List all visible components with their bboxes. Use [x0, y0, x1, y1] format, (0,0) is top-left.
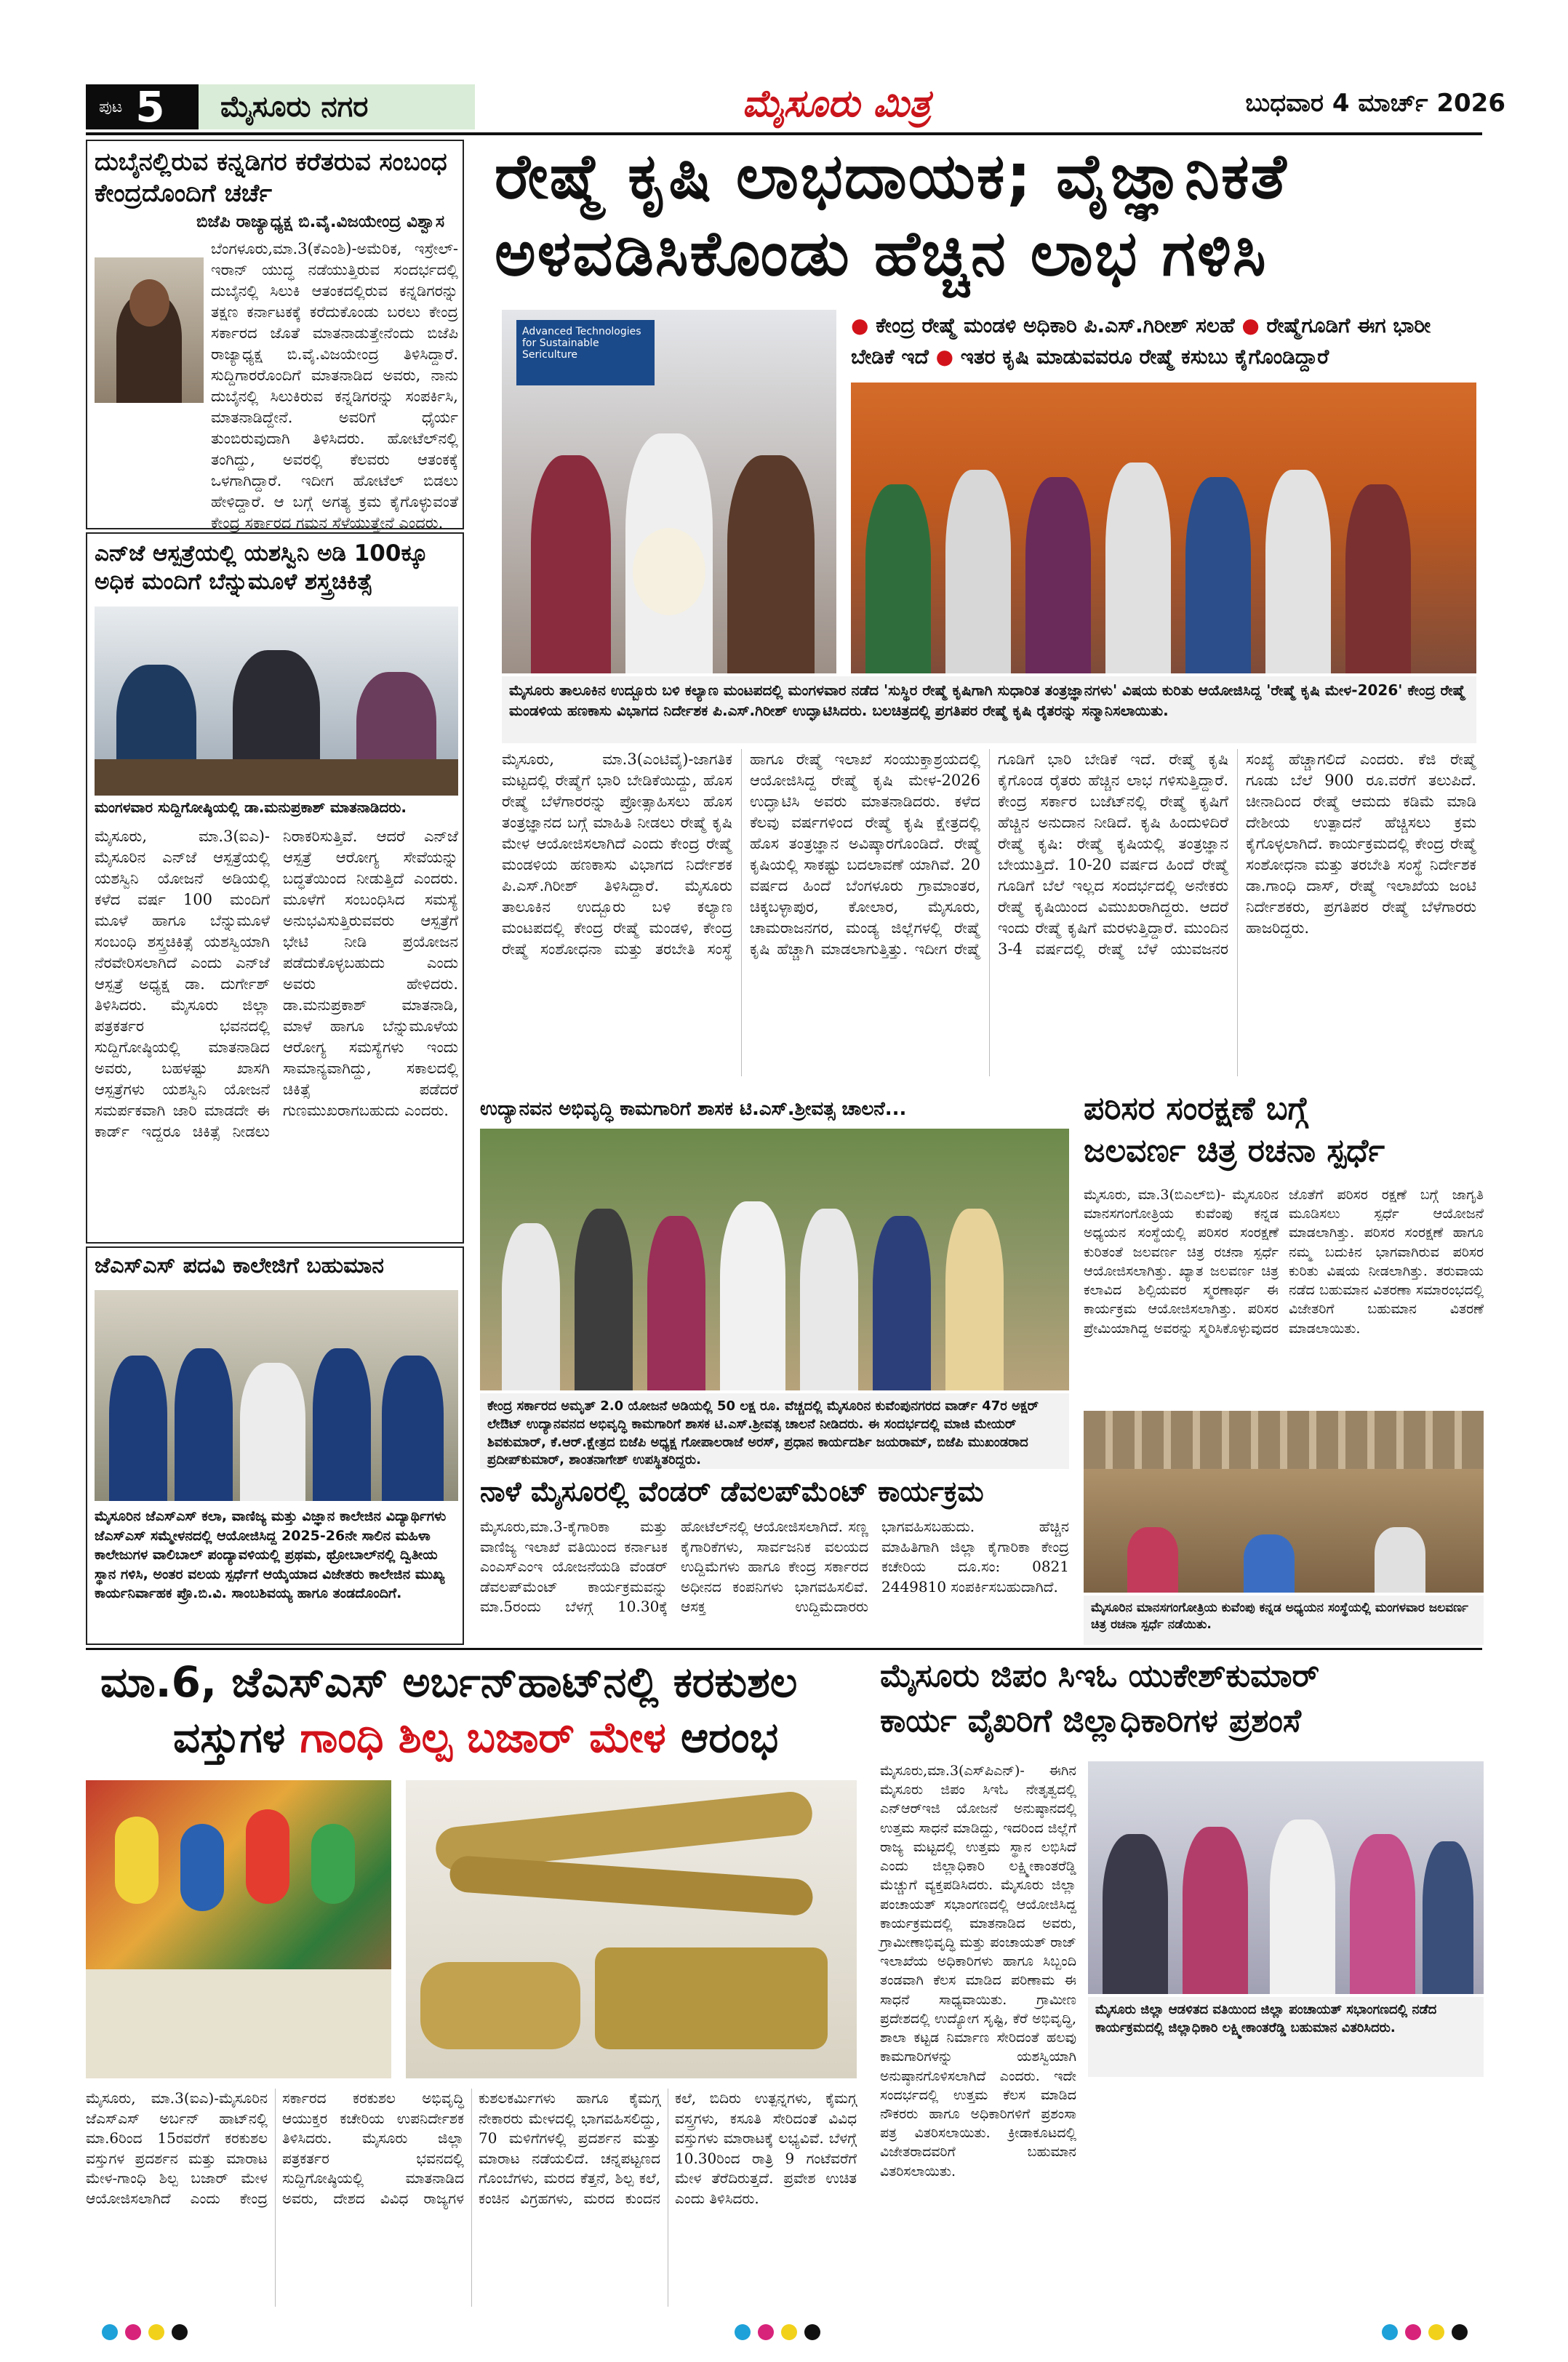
story-park-development — [480, 1098, 1069, 1469]
headline-line2-prefix: ವಸ್ತುಗಳ — [173, 1713, 300, 1762]
story-dubai-kannadigas — [86, 140, 464, 532]
story-headline: ಜೆಎಸ್‌ಎಸ್ ಪದವಿ ಕಾಲೇಜಿಗೆ ಬಹುಮಾನ — [95, 1253, 384, 1278]
registration-mark-cyan — [102, 2324, 118, 2340]
lead-bullet-1: ಕೇಂದ್ರ ರೇಷ್ಮೆ ಮಂಡಳಿ ಅಧಿಕಾರಿ ಪಿ.ಎಸ್.ಗಿರೀಶ್ ಸಲಹೆ — [876, 313, 1235, 337]
registration-mark-black — [804, 2324, 820, 2340]
story-headline: ಎನ್‌ಜೆ ಆಸ್ಪತ್ರೆಯಲ್ಲಿ ಯಶಸ್ವಿನಿ ಅಡಿ 100ಕ್ಕೂ ಅಧಿಕ ಮಂದಿಗೆ ಬೆನ್ನುಮೂಳೆ ಶಸ್ತ್ರಚಿಕಿತ್ಸೆ — [95, 540, 428, 595]
lead-bullets: ● ಕೇಂದ್ರ ರೇಷ್ಮೆ ಮಂಡಳಿ ಅಧಿಕಾರಿ ಪಿ.ಎಸ್.ಗಿರೀಶ್ ಸಲಹೆ ● ರೇಷ್ಮೆಗೂಡಿಗೆ ಈಗ ಭಾರೀ ಬೇಡಿಕೆ ಇದೆ ● ಇತರ ಕೃಷಿ ಮಾಡುವವರೂ ರೇಷ್ಮೆ ಕಸುಬು ಕೈಗೊಂಡಿದ್ದಾರೆ — [851, 313, 1431, 369]
story-jss-college — [86, 1246, 464, 1645]
park-inauguration-photo — [480, 1129, 1069, 1390]
portrait-photo — [95, 257, 204, 403]
headline-line1: ಮೈಸೂರು ಜಿಪಂ ಸಿಇಓ ಯುಕೇಶ್‌ಕುಮಾರ್ — [880, 1657, 1320, 1694]
registration-mark-yellow — [148, 2324, 164, 2340]
contest-photo — [1084, 1411, 1484, 1593]
story-gandhi-shilp-bazaar — [86, 1655, 857, 2310]
story-watercolor-contest — [1084, 1091, 1484, 1645]
headline-line2: ಜಲವರ್ಣ ಚಿತ್ರ ರಚನಾ ಸ್ಪರ್ಧೆ — [1084, 1132, 1385, 1169]
story-body: ಮೈಸೂರು,ಮಾ.3-ಕೈಗಾರಿಕಾ ಮತ್ತು ವಾಣಿಜ್ಯ ಇಲಾಖೆ ವತಿಯಿಂದ ಕರ್ನಾಟಕ ಎಂಎಸ್‌ಎಂಇ ಯೋಜನೆಯಡಿ ವೆಂಡರ್ ಡೆವಲಪ್‌ಮೆಂಟ್ ಕಾರ್ಯಕ್ರಮವನ್ನು ಮಾ.5ರಂದು ಬೆಳಗ್ಗೆ 10.30ಕ್ಕೆ ಹೋಟೆಲ್‌ನಲ್ಲಿ ಆಯೋಜಿಸಲಾಗಿದೆ. ಸಣ್ಣ ಕೈಗಾರಿಕೆಗಳು, ಸಾರ್ವಜನಿಕ ವಲಯದ ಉದ್ದಿಮೆಗಳು ಹಾಗೂ ಕೇಂದ್ರ ಸರ್ಕಾರದ ಅಧೀನದ ಕಂಪನಿಗಳು ಭಾಗವಹಿಸಲಿವೆ. ಆಸಕ್ತ ಉದ್ದಿಮೆದಾರರು ಭಾಗವಹಿಸಬಹುದು. ಹೆಚ್ಚಿನ ಮಾಹಿತಿಗಾಗಿ ಜಿಲ್ಲಾ ಕೈಗಾರಿಕಾ ಕೇಂದ್ರ ಕಚೇರಿಯ ದೂ.ಸಂ: 0821 2449810 ಸಂಪರ್ಕಿಸಬಹುದಾಗಿದೆ. — [480, 1518, 1069, 1616]
story-body: ಬೆಂಗಳೂರು,ಮಾ.3(ಕೆಎಂಶಿ)-ಅಮೆರಿಕ, ಇಸ್ರೇಲ್-ಇರಾನ್ ಯುದ್ಧ ನಡೆಯುತ್ತಿರುವ ಸಂದರ್ಭದಲ್ಲಿ ದುಬೈನಲ್ಲಿ ಸಿಲುಕಿ ಆತಂಕದಲ್ಲಿರುವ ಕನ್ನಡಿಗರನ್ನು ತಕ್ಷಣ ಕರ್ನಾಟಕಕ್ಕೆ ಕರೆದುಕೊಂಡು ಬರಲು ಕೇಂದ್ರ ಸರ್ಕಾರದ ಜೊತೆ ಮಾತನಾಡುತ್ತೇನೆಂದು ಬಿಜೆಪಿ ರಾಜ್ಯಾಧ್ಯಕ್ಷ ಬಿ.ವೈ.ವಿಜಯೇಂದ್ರ ತಿಳಿಸಿದ್ದಾರೆ. ಸುದ್ದಿಗಾರರೊಂದಿಗೆ ಮಾತನಾಡಿದ ಅವರು, ನಾನು ದುಬೈನಲ್ಲಿ ಸಿಲುಕಿರುವ ಕನ್ನಡಿಗರನ್ನು ಸಂಪರ್ಕಿಸಿ, ಮಾತನಾಡಿದ್ದೇನೆ. ಅವರಿಗೆ ಧೈರ್ಯ ತುಂಬಿರುವುದಾಗಿ ತಿಳಿಸಿದರು. ಹೋಟೆಲ್‌ನಲ್ಲಿ ತಂಗಿದ್ದು, ಅವರಲ್ಲಿ ಕೆಲವರು ಆತಂಕಕ್ಕೆ ಒಳಗಾಗಿದ್ದಾರೆ. ಇದೀಗ ಹೋಟೆಲ್ ಬಿಡಲು ಹೇಳಿದ್ದಾರೆ. ಆ ಬಗ್ಗೆ ಅಗತ್ಯ ಕ್ರಮ ಕೈಗೊಳ್ಳುವಂತೆ ಕೇಂದ್ರ ಸರ್ಕಾರದ ಗಮನ ಸೆಳೆಯುತ್ತೇನೆ ಎಂದರು. — [211, 240, 458, 532]
story-headline: ದುಬೈನಲ್ಲಿರುವ ಕನ್ನಡಿಗರ ಕರೆತರುವ ಸಂಬಂಧ ಕೇಂದ್ರದೊಂದಿಗೆ ಚರ್ಚೆ — [95, 148, 447, 208]
story-intro — [880, 1761, 1076, 2179]
team-photo — [95, 1290, 458, 1501]
story-kicker: ಬಿಜೆಪಿ ರಾಜ್ಯಾಧ್ಯಕ್ಷ ಬಿ.ವೈ.ವಿಜಯೇಂದ್ರ ವಿಶ್ವಾಸ — [196, 212, 445, 231]
masthead-rule — [86, 132, 1482, 135]
headline-line2-suffix: ಆರಂಭ — [665, 1713, 779, 1762]
headline-highlight: ಗಾಂಧಿ ಶಿಲ್ಪ ಬಜಾರ್ ಮೇಳ — [300, 1713, 666, 1762]
lead-caption: ಮೈಸೂರು ತಾಲೂಕಿನ ಉದ್ಬೂರು ಬಳಿ ಕಲ್ಯಾಣ ಮಂಟಪದಲ್ಲಿ ಮಂಗಳವಾರ ನಡೆದ 'ಸುಸ್ಥಿರ ರೇಷ್ಮೆ ಕೃಷಿಗಾಗಿ ಸುಧಾರಿತ ತಂತ್ರಜ್ಞಾನಗಳು' ವಿಷಯ ಕುರಿತು ಆಯೋಜಿಸಿದ್ದ 'ರೇಷ್ಮೆ ಕೃಷಿ ಮೇಳ-2026' ಕೇಂದ್ರ ರೇಷ್ಮೆ ಮಂಡಳಿಯ ಹಣಕಾಸು ವಿಭಾಗದ ನಿರ್ದೇಶಕ ಪಿ.ಎಸ್.ಗಿರೀಶ್ ಉದ್ಘಾಟಿಸಿದರು. ಬಲಚಿತ್ರದಲ್ಲಿ ಪ್ರಗತಿಪರ ರೇಷ್ಮೆ ಕೃಷಿ ರೈತರನ್ನು ಸನ್ಮಾನಿಸಲಾಯಿತು. — [502, 676, 1476, 743]
page-chip-label: ಪುಟ — [99, 97, 123, 116]
story-body: ಮೈಸೂರು,ಮಾ.3(ಎಸ್‌ಪಿಎನ್)- ಈಗಿನ ಮೈಸೂರು ಜಿಪಂ ಸಿಇಓ ನೇತೃತ್ವದಲ್ಲಿ ಎನ್‌ಆರ್‌ಇಜಿ ಯೋಜನೆ ಅನುಷ್ಠಾನದಲ್ಲಿ ಉತ್ತಮ ಸಾಧನೆ ಮಾಡಿದ್ದು, ಇದರಿಂದ ಜಿಲ್ಲೆಗೆ ರಾಜ್ಯ ಮಟ್ಟದಲ್ಲಿ ಉತ್ತಮ ಸ್ಥಾನ ಲಭಿಸಿದೆ ಎಂದು ಜಿಲ್ಲಾಧಿಕಾರಿ ಲಕ್ಷ್ಮೀಕಾಂತರೆಡ್ಡಿ ಮೆಚ್ಚುಗೆ ವ್ಯಕ್ತಪಡಿಸಿದರು. ಮೈಸೂರು ಜಿಲ್ಲಾ ಪಂಚಾಯತ್ ಸಭಾಂಗಣದಲ್ಲಿ ಆಯೋಜಿಸಿದ್ದ ಕಾರ್ಯಕ್ರಮದಲ್ಲಿ ಮಾತನಾಡಿದ ಅವರು, ಗ್ರಾಮೀಣಾಭಿವೃದ್ಧಿ ಮತ್ತು ಪಂಚಾಯತ್ ರಾಜ್ ಇಲಾಖೆಯ ಅಧಿಕಾರಿಗಳು ಹಾಗೂ ಸಿಬ್ಬಂದಿ ತಂಡವಾಗಿ ಕೆಲಸ ಮಾಡಿದ ಪರಿಣಾಮ ಈ ಸಾಧನೆ ಸಾಧ್ಯವಾಯಿತು. ಗ್ರಾಮೀಣ ಪ್ರದೇಶದಲ್ಲಿ ಉದ್ಯೋಗ ಸೃಷ್ಟಿ, ಕೆರೆ ಅಭಿವೃದ್ಧಿ, ಶಾಲಾ ಕಟ್ಟಡ ನಿರ್ಮಾಣ ಸೇರಿದಂತೆ ಹಲವು ಕಾಮಗಾರಿಗಳನ್ನು ಯಶಸ್ವಿಯಾಗಿ ಅನುಷ್ಠಾನಗೊಳಿಸಲಾಗಿದೆ ಎಂದರು. ಇದೇ ಸಂದರ್ಭದಲ್ಲಿ ಉತ್ತಮ ಕೆಲಸ ಮಾಡಿದ ನೌಕರರು ಹಾಗೂ ಅಧಿಕಾರಿಗಳಿಗೆ ಪ್ರಶಂಸಾ ಪತ್ರ ವಿತರಿಸಲಾಯಿತು. ಕ್ರೀಡಾಕೂಟದಲ್ಲಿ ವಿಜೇತರಾದವರಿಗೆ ಬಹುಮಾನ ವಿತರಿಸಲಾಯಿತು. — [880, 1763, 1076, 2179]
lead-headline-line1: ರೇಷ್ಮೆ ಕೃಷಿ ಲಾಭದಾಯಕ; ವೈಜ್ಞಾನಿಕತೆ — [495, 140, 1288, 213]
lead-bullet-2: ರೇಷ್ಮೆಗೂಡಿಗೆ ಈಗ ಭಾರೀ ಬೇಡಿಕೆ ಇದೆ — [851, 313, 1431, 369]
headline-line1: ಮಾ.6, ಜೆಎಸ್‌ಎಸ್ ಅರ್ಬನ್‌ಹಾಟ್‌ನಲ್ಲಿ ಕರಕುಶಲ — [100, 1657, 798, 1707]
headline-line2: ಕಾರ್ಯ ವೈಖರಿಗೆ ಜಿಲ್ಲಾಧಿಕಾರಿಗಳ ಪ್ರಶಂಸೆ — [880, 1702, 1302, 1740]
registration-mark-cyan — [1382, 2324, 1398, 2340]
headline-line1: ಪರಿಸರ ಸಂರಕ್ಷಣೆ ಬಗ್ಗೆ — [1084, 1090, 1308, 1127]
award-caption: ಮೈಸೂರು ಜಿಲ್ಲಾ ಆಡಳಿತದ ವತಿಯಿಂದ ಜಿಲ್ಲಾ ಪಂಚಾಯತ್ ಸಭಾಂಗಣದಲ್ಲಿ ನಡೆದ ಕಾರ್ಯಕ್ರಮದಲ್ಲಿ ಜಿಲ್ಲಾಧಿಕಾರಿ ಲಕ್ಷ್ಮೀಕಾಂತರೆಡ್ಡಿ ಬಹುಮಾನ ವಿತರಿಸಿದರು. — [1088, 1997, 1484, 2077]
banner-text: Advanced Technologies for Sustainable Sericulture — [522, 326, 641, 361]
felicitation-photo — [851, 383, 1476, 673]
story-zp-ceo-praise — [873, 1655, 1484, 2310]
section-title: ಮೈಸೂರು ನಗರ — [199, 84, 475, 129]
registration-mark-black — [172, 2324, 188, 2340]
story-body: ಮೈಸೂರು, ಮಾ.3(ಬಿಎಲ್‌ಬಿ)- ಮೈಸೂರಿನ ಮಾನಸಗಂಗೋತ್ರಿಯ ಕುವೆಂಪು ಕನ್ನಡ ಅಧ್ಯಯನ ಸಂಸ್ಥೆಯಲ್ಲಿ ಪರಿಸರ ಸಂರಕ್ಷಣೆ ಕುರಿತಂತೆ ಜಲವರ್ಣ ಚಿತ್ರ ರಚನಾ ಸ್ಪರ್ಧೆ ಆಯೋಜಿಸಲಾಗಿತ್ತು. ಖ್ಯಾತ ಜಲವರ್ಣ ಚಿತ್ರ ಕಲಾವಿದ ಶಿಲ್ಪಿಯವರ ಸ್ಮರಣಾರ್ಥ ಈ ಕಾರ್ಯಕ್ರಮ ಆಯೋಜಿಸಲಾಗಿತ್ತು. ಪರಿಸರ ಪ್ರೇಮಿಯಾಗಿದ್ದ ಅವರನ್ನು ಸ್ಮರಿಸಿಕೊಳ್ಳುವುದರ ಜೊತೆಗೆ ಪರಿಸರ ರಕ್ಷಣೆ ಬಗ್ಗೆ ಜಾಗೃತಿ ಮೂಡಿಸಲು ಸ್ಪರ್ಧೆ ಆಯೋಜನೆ ಮಾಡಲಾಗಿತ್ತು. ಪರಿಸರ ಸಂರಕ್ಷಣೆ ಹಾಗೂ ನಮ್ಮ ಬದುಕಿನ ಭಾಗವಾಗಿರುವ ಪರಿಸರ ಕುರಿತು ವಿಷಯ ನೀಡಲಾಗಿತ್ತು. ತರುವಾಯ ನಡೆದ ಬಹುಮಾನ ವಿತರಣಾ ಸಮಾರಂಭದಲ್ಲಿ ವಿಜೇತರಿಗೆ ಬಹುಮಾನ ವಿತರಣೆ ಮಾಡಲಾಯಿತು. — [1084, 1187, 1484, 1337]
brass-artifacts-photo — [406, 1780, 857, 2078]
registration-mark-black — [1452, 2324, 1468, 2340]
lead-headline-line2: ಅಳವಡಿಸಿಕೊಂಡು ಹೆಚ್ಚಿನ ಲಾಭ ಗಳಿಸಿ — [495, 217, 1268, 290]
issue-date: ಬುಧವಾರ 4 ಮಾರ್ಚ್ 2026 — [1245, 89, 1505, 118]
photo-caption: ಮಂಗಳವಾರ ಸುದ್ದಿಗೋಷ್ಠಿಯಲ್ಲಿ ಡಾ.ಮನುಪ್ರಕಾಶ್ ಮಾತನಾಡಿದರು. — [95, 798, 407, 816]
award-photo — [1088, 1761, 1484, 1994]
registration-mark-yellow — [1428, 2324, 1444, 2340]
contest-caption: ಮೈಸೂರಿನ ಮಾನಸಗಂಗೋತ್ರಿಯ ಕುವೆಂಪು ಕನ್ನಡ ಅಧ್ಯಯನ ಸಂಸ್ಥೆಯಲ್ಲಿ ಮಂಗಳವಾರ ಜಲವರ್ಣ ಚಿತ್ರ ರಚನಾ ಸ್ಪರ್ಧೆ ನಡೆಯಿತು. — [1084, 1596, 1484, 1645]
page-number: 5 — [135, 82, 165, 132]
toys-photo — [86, 1780, 391, 2078]
page-number-chip — [86, 82, 199, 132]
lamp-lighting-photo — [502, 310, 836, 673]
lead-story — [480, 138, 1484, 1084]
story-body: ಮೈಸೂರು, ಮಾ.3(ಐಎ)-ಮೈಸೂರಿನ ಎನ್‌ಜೆ ಆಸ್ಪತ್ರೆಯಲ್ಲಿ ಯಶಸ್ವಿನಿ ಯೋಜನೆ ಅಡಿಯಲ್ಲಿ ಕಳೆದ ವರ್ಷ 100 ಮಂದಿಗೆ ಮೂಳೆ ಹಾಗೂ ಬೆನ್ನುಮೂಳೆ ಸಂಬಂಧಿ ಶಸ್ತ್ರಚಿಕಿತ್ಸೆ ಯಶಸ್ವಿಯಾಗಿ ನೆರವೇರಿಸಲಾಗಿದೆ ಎಂದು ಎನ್‌ಜೆ ಆಸ್ಪತ್ರೆ ಅಧ್ಯಕ್ಷ ಡಾ. ದುರ್ಗೇಶ್ ತಿಳಿಸಿದರು. ಮೈಸೂರು ಜಿಲ್ಲಾ ಪತ್ರಕರ್ತರ ಭವನದಲ್ಲಿ ಸುದ್ದಿಗೋಷ್ಠಿಯಲ್ಲಿ ಮಾತನಾಡಿದ ಅವರು, ಬಹಳಷ್ಟು ಖಾಸಗಿ ಆಸ್ಪತ್ರೆಗಳು ಯಶಸ್ವಿನಿ ಯೋಜನೆ ಸಮರ್ಪಕವಾಗಿ ಜಾರಿ ಮಾಡದೇ ಈ ಕಾರ್ಡ್ ಇದ್ದರೂ ಚಿಕಿತ್ಸೆ ನೀಡಲು ನಿರಾಕರಿಸುತ್ತಿವೆ. ಆದರೆ ಎನ್‌ಜೆ ಆಸ್ಪತ್ರೆ ಆರೋಗ್ಯ ಸೇವೆಯನ್ನು ಬದ್ಧತೆಯಿಂದ ನೀಡುತ್ತಿದೆ ಎಂದರು. ಮೂಳೆಗೆ ಸಂಬಂಧಿಸಿದ ಸಮಸ್ಯೆ ಅನುಭವಿಸುತ್ತಿರುವವರು ಆಸ್ಪತ್ರೆಗೆ ಭೇಟಿ ನೀಡಿ ಪ್ರಯೋಜನ ಪಡೆದುಕೊಳ್ಳಬಹುದು ಎಂದು ಅವರು ಹೇಳಿದರು. ಡಾ.ಮನುಪ್ರಕಾಶ್ ಮಾತನಾಡಿ, ಮಾಳೆ ಹಾಗೂ ಬೆನ್ನುಮೂಳೆಯ ಆರೋಗ್ಯ ಸಮಸ್ಯೆಗಳು ಇಂದು ಸಾಮಾನ್ಯವಾಗಿದ್ದು, ಸಕಾಲದಲ್ಲಿ ಚಿಕಿತ್ಸೆ ಪಡೆದರೆ ಗುಣಮುಖರಾಗಬಹುದು ಎಂದರು. — [95, 828, 458, 1140]
press-meet-photo — [95, 606, 458, 796]
story-vendor-development — [480, 1476, 1069, 1645]
event-banner — [516, 320, 655, 385]
registration-mark-cyan — [735, 2324, 751, 2340]
photo-caption: ಮೈಸೂರಿನ ಜೆಎಸ್‌ಎಸ್ ಕಲಾ, ವಾಣಿಜ್ಯ ಮತ್ತು ವಿಜ್ಞಾನ ಕಾಲೇಜಿನ ವಿದ್ಯಾರ್ಥಿಗಳು ಜೆಎಸ್‌ಎಸ್ ಸಮ್ಮೇಳನದಲ್ಲಿ ಆಯೋಜಿಸಿದ್ದ 2025-26ನೇ ಸಾಲಿನ ಮಹಿಳಾ ಕಾಲೇಜುಗಳ ವಾಲಿಬಾಲ್ ಪಂದ್ಯಾವಳಿಯಲ್ಲಿ ಪ್ರಥಮ, ಥ್ರೋಬಾಲ್‌ನಲ್ಲಿ ದ್ವಿತೀಯ ಸ್ಥಾನ ಗಳಿಸಿ, ಅಂತರ ವಲಯ ಸ್ಪರ್ಧೆಗೆ ಆಯ್ಕೆಯಾದ ವಿಜೇತರು ಕಾಲೇಜಿನ ಮುಖ್ಯ ಕಾರ್ಯನಿರ್ವಾಹಕ ಪ್ರೊ.ಬಿ.ವಿ. ಸಾಂಬಶಿವಯ್ಯ ಹಾಗೂ ತಂಡದೊಂದಿಗೆ. — [95, 1508, 447, 1602]
section-divider — [86, 1648, 1482, 1650]
lead-body: ಮೈಸೂರು, ಮಾ.3(ಎಂಟಿವೈ)-ಜಾಗತಿಕ ಮಟ್ಟದಲ್ಲಿ ರೇಷ್ಮೆಗೆ ಭಾರಿ ಬೇಡಿಕೆಯಿದ್ದು, ಹೊಸ ರೇಷ್ಮೆ ಬೆಳೆಗಾರರನ್ನು ಪ್ರೋತ್ಸಾಹಿಸಲು ಹೊಸ ತಂತ್ರಜ್ಞಾನದ ಬಗ್ಗೆ ಮಾಹಿತಿ ನೀಡಲು ರೇಷ್ಮೆ ಕೃಷಿ ಮೇಳ ಆಯೋಜಿಸಲಾಗಿದೆ ಎಂದು ಕೇಂದ್ರ ರೇಷ್ಮೆ ಮಂಡಳಿಯ ಹಣಕಾಸು ವಿಭಾಗದ ನಿರ್ದೇಶಕ ಪಿ.ಎಸ್.ಗಿರೀಶ್ ತಿಳಿಸಿದ್ದಾರೆ. ಮೈಸೂರು ತಾಲೂಕಿನ ಉದ್ಬೂರು ಬಳಿ ಕಲ್ಯಾಣ ಮಂಟಪದಲ್ಲಿ ಕೇಂದ್ರ ರೇಷ್ಮೆ ಮಂಡಳಿ, ಕೇಂದ್ರ ರೇಷ್ಮೆ ಸಂಶೋಧನಾ ಮತ್ತು ತರಬೇತಿ ಸಂಸ್ಥೆ ಹಾಗೂ ರೇಷ್ಮೆ ಇಲಾಖೆ ಸಂಯುಕ್ತಾಶ್ರಯದಲ್ಲಿ ಆಯೋಜಿಸಿದ್ದ ರೇಷ್ಮೆ ಕೃಷಿ ಮೇಳ-2026 ಉದ್ಘಾಟಿಸಿ ಅವರು ಮಾತನಾಡಿದರು. ಕಳೆದ ಕೆಲವು ವರ್ಷಗಳಿಂದ ರೇಷ್ಮೆ ಕೃಷಿ ಕ್ಷೇತ್ರದಲ್ಲಿ ಹೊಸ ತಂತ್ರಜ್ಞಾನ ಅವಿಷ್ಕಾರಗೊಂಡಿದೆ. ರೇಷ್ಮೆ ಕೃಷಿಯಲ್ಲಿ ಸಾಕಷ್ಟು ಬದಲಾವಣೆ ಯಾಗಿವೆ. 20 ವರ್ಷದ ಹಿಂದೆ ಬೆಂಗಳೂರು ಗ್ರಾಮಾಂತರ, ಚಿಕ್ಕಬಳ್ಳಾಪುರ, ಕೋಲಾರ, ಮೈಸೂರು, ಚಾಮರಾಜನಗರ, ಮಂಡ್ಯ ಜಿಲ್ಲೆಗಳಲ್ಲಿ ರೇಷ್ಮೆ ಕೃಷಿ ಹೆಚ್ಚಾಗಿ ಮಾಡಲಾಗುತ್ತಿತ್ತು. ಇದೀಗ ರೇಷ್ಮೆ ಗೂಡಿಗೆ ಭಾರಿ ಬೇಡಿಕೆ ಇದೆ. ರೇಷ್ಮೆ ಕೃಷಿ ಕೈಗೊಂಡ ರೈತರು ಹೆಚ್ಚಿನ ಲಾಭ ಗಳಿಸುತ್ತಿದ್ದಾರೆ. ಕೇಂದ್ರ ಸರ್ಕಾರ ಬಜೆಟ್‌ನಲ್ಲಿ ರೇಷ್ಮೆ ಕೃಷಿಗೆ ಹೆಚ್ಚಿನ ಅನುದಾನ ನೀಡಿದೆ. ಕೃಷಿ ಹಿಂದುಳಿದಿರೆ ರೇಷ್ಮೆ ಕೃಷಿ: ರೇಷ್ಮೆ ಕೃಷಿಯಲ್ಲಿ ತಂತ್ರಜ್ಞಾನ ಬೇಯುತ್ತಿದೆ. 10-20 ವರ್ಷದ ಹಿಂದೆ ರೇಷ್ಮೆ ಗೂಡಿಗೆ ಬೆಲೆ ಇಲ್ಲದ ಸಂದರ್ಭದಲ್ಲಿ ಅನೇಕರು ರೇಷ್ಮೆ ಕೃಷಿಯಿಂದ ವಿಮುಖರಾಗಿದ್ದರು. ಆದರೆ ಇಂದು ರೇಷ್ಮೆ ಕೃಷಿಗೆ ಮರಳುತ್ತಿದ್ದಾರೆ. ಮುಂದಿನ 3-4 ವರ್ಷದಲ್ಲಿ ರೇಷ್ಮೆ ಬೆಳೆ ಯುವಜನರ ಸಂಖ್ಯೆ ಹೆಚ್ಚಾಗಲಿದೆ ಎಂದರು. ಕೆಜಿ ರೇಷ್ಮೆ ಗೂಡು ಬೆಲೆ 900 ರೂ.ವರೆಗೆ ತಲುಪಿದೆ. ಚೀನಾದಿಂದ ರೇಷ್ಮೆ ಆಮದು ಕಡಿಮೆ ಮಾಡಿ ದೇಶೀಯ ಉತ್ಪಾದನೆ ಹೆಚ್ಚಿಸಲು ಕ್ರಮ ಕೈಗೊಳ್ಳಲಾಗಿದೆ. ಕಾರ್ಯಕ್ರಮದಲ್ಲಿ ಕೇಂದ್ರ ರೇಷ್ಮೆ ಸಂಶೋಧನಾ ಮತ್ತು ತರಬೇತಿ ಸಂಸ್ಥೆ ನಿರ್ದೇಶಕ ಡಾ.ಗಾಂಧಿ ದಾಸ್, ರೇಷ್ಮೆ ಇಲಾಖೆಯ ಜಂಟಿ ನಿರ್ದೇಶಕರು, ಪ್ರಗತಿಪರ ರೇಷ್ಮೆ ಬೆಳೆಗಾರರು ಹಾಜರಿದ್ದರು. — [502, 750, 1476, 958]
headline-line2 — [173, 1713, 857, 1762]
lead-bullet-3: ಇತರ ಕೃಷಿ ಮಾಡುವವರೂ ರೇಷ್ಮೆ ಕಸುಬು ಕೈಗೊಂಡಿದ್ದಾರೆ — [960, 345, 1329, 369]
story-headline: ಉದ್ಯಾನವನ ಅಭಿವೃದ್ಧಿ ಕಾಮಗಾರಿಗೆ ಶಾಸಕ ಟಿ.ಎಸ್.ಶ್ರೀವತ್ಸ ಚಾಲನೆ... — [480, 1098, 907, 1120]
story-nj-hospital — [86, 532, 464, 1244]
story-headline: ನಾಳೆ ಮೈಸೂರಲ್ಲಿ ವೆಂಡರ್ ಡೆವಲಪ್‌ಮೆಂಟ್ ಕಾರ್ಯಕ್ರಮ — [480, 1476, 984, 1508]
park-caption: ಕೇಂದ್ರ ಸರ್ಕಾರದ ಅಮೃತ್ 2.0 ಯೋಜನೆ ಅಡಿಯಲ್ಲಿ 50 ಲಕ್ಷ ರೂ. ವೆಚ್ಚದಲ್ಲಿ ಮೈಸೂರಿನ ಕುವೆಂಪುನಗರದ ವಾರ್ಡ್ 47ರ ಅಕ್ಷರ್ ಲೇಔಟ್ ಉದ್ಯಾನವನದ ಅಭಿವೃದ್ಧಿ ಕಾಮಗಾರಿಗೆ ಶಾಸಕ ಟಿ.ಎಸ್.ಶ್ರೀವತ್ಸ ಚಾಲನೆ ನೀಡಿದರು. ಈ ಸಂದರ್ಭದಲ್ಲಿ ಮಾಜಿ ಮೇಯರ್ ಶಿವಕುಮಾರ್, ಕೆ.ಆರ್.ಕ್ಷೇತ್ರದ ಬಿಜೆಪಿ ಅಧ್ಯಕ್ಷ ಗೋಪಾಲರಾಜೆ ಅರಸ್, ಪ್ರಧಾನ ಕಾರ್ಯದರ್ಶಿ ಜಯರಾಮ್, ಬಿಜೆಪಿ ಮುಖಂಡರಾದ ಪ್ರದೀಪ್‌ಕುಮಾರ್, ಶಾಂತನಾಗೇಶ್ ಉಪಸ್ಥಿತರಿದ್ದರು. — [480, 1393, 1069, 1469]
registration-mark-yellow — [781, 2324, 797, 2340]
newspaper-logo: ಮೈಸೂರು ಮಿತ್ರ — [742, 81, 931, 126]
registration-mark-magenta — [1405, 2324, 1421, 2340]
registration-mark-magenta — [758, 2324, 774, 2340]
registration-mark-magenta — [125, 2324, 141, 2340]
story-body: ಮೈಸೂರು, ಮಾ.3(ಐಎ)-ಮೈಸೂರಿನ ಜೆಎಸ್‌ಎಸ್ ಅರ್ಬನ್ ಹಾಟ್‌ನಲ್ಲಿ ಮಾ.6ರಿಂದ 15ರವರೆಗೆ ಕರಕುಶಲ ವಸ್ತುಗಳ ಪ್ರದರ್ಶನ ಮತ್ತು ಮಾರಾಟ ಮೇಳ-ಗಾಂಧಿ ಶಿಲ್ಪ ಬಜಾರ್ ಮೇಳ ಆಯೋಜಿಸಲಾಗಿದೆ ಎಂದು ಕೇಂದ್ರ ಸರ್ಕಾರದ ಕರಕುಶಲ ಅಭಿವೃದ್ಧಿ ಆಯುಕ್ತರ ಕಚೇರಿಯ ಉಪನಿರ್ದೇಶಕ ತಿಳಿಸಿದರು. ಮೈಸೂರು ಜಿಲ್ಲಾ ಪತ್ರಕರ್ತರ ಭವನದಲ್ಲಿ ಸುದ್ದಿಗೋಷ್ಠಿಯಲ್ಲಿ ಮಾತನಾಡಿದ ಅವರು, ದೇಶದ ವಿವಿಧ ರಾಜ್ಯಗಳ ಕುಶಲಕರ್ಮಿಗಳು ಹಾಗೂ ಕೈಮಗ್ಗ ನೇಕಾರರು ಮೇಳದಲ್ಲಿ ಭಾಗವಹಿಸಲಿದ್ದು, 70 ಮಳಿಗೆಗಳಲ್ಲಿ ಪ್ರದರ್ಶನ ಮತ್ತು ಮಾರಾಟ ನಡೆಯಲಿದೆ. ಚನ್ನಪಟ್ಟಣದ ಗೊಂಬೆಗಳು, ಮರದ ಕೆತ್ತನೆ, ಶಿಲ್ಪ ಕಲೆ, ಕಂಚಿನ ವಿಗ್ರಹಗಳು, ಮರದ ಕುಂದನ ಕಲೆ, ಬಿದಿರು ಉತ್ಪನ್ನಗಳು, ಕೈಮಗ್ಗ ವಸ್ತ್ರಗಳು, ಕಸೂತಿ ಸೇರಿದಂತೆ ವಿವಿಧ ವಸ್ತುಗಳು ಮಾರಾಟಕ್ಕೆ ಲಭ್ಯವಿವೆ. ಬೆಳಗ್ಗೆ 10.30ರಿಂದ ರಾತ್ರಿ 9 ಗಂಟೆವರೆಗೆ ಮೇಳ ತೆರೆದಿರುತ್ತದೆ. ಪ್ರವೇಶ ಉಚಿತ ಎಂದು ತಿಳಿಸಿದರು. — [86, 2089, 857, 2207]
